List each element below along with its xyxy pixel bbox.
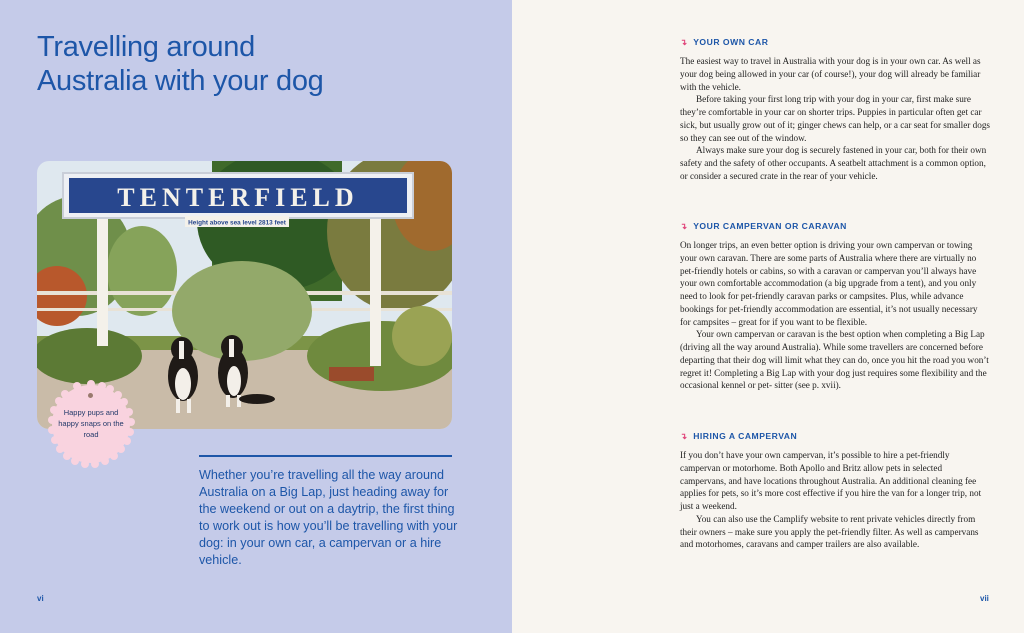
section-heading-own-car: ↴ YOUR OWN CAR xyxy=(680,37,769,47)
paragraph: Always make sure your dog is securely fastened in your car, both for their own safety and the safety of other occupants. A seatbelt attachment is a common option, or consider a secured crate in the rear of your vehicle. xyxy=(680,145,987,181)
paragraph: If you don’t have your own campervan, it’s possible to hire a pet-friendly campervan or motorhome. Both Apollo and Britz allow pets in selected campervans, and have locations throughout Australia. An additional cleaning fee applies for pets, so it’s more cost effective if you hire the van for a longer trip, not just a weekend. xyxy=(680,450,982,511)
pull-quote: Whether you’re travelling all the way around Australia on a Big Lap, just heading away for the weekend or out on a daytrip, the first thing to work out is how you’ll be travelling with your dog: in your own car, a campervan or a hire vehicle. xyxy=(199,468,458,567)
turn-down-right-arrow-icon: ↴ xyxy=(680,37,688,47)
turn-down-right-arrow-icon: ↴ xyxy=(680,221,688,231)
photo-caption: Happy pups and happy snaps on the road xyxy=(58,408,124,439)
tag-hole-icon xyxy=(88,393,93,398)
page-number-right: vii xyxy=(980,594,989,603)
pull-quote-rule xyxy=(199,455,452,457)
section-body-own-car xyxy=(680,55,990,183)
page-number-left: vi xyxy=(37,594,44,603)
section-heading-hiring-campervan: ↴ HIRING A CAMPERVAN xyxy=(680,431,798,441)
paragraph: The easiest way to travel in Australia with your dog is in your own car. As well as your dog being allowed in your car (of course!), your dog will already be familiar with the vehicle. xyxy=(680,56,981,92)
section-heading-campervan-caravan: ↴ YOUR CAMPERVAN OR CARAVAN xyxy=(680,221,847,231)
paragraph: You can also use the Camplify website to rent private vehicles directly from their owners – make sure you apply the pet-friendly filter. As well as campervans and motorhomes, caravans and camper trailers are also available. xyxy=(680,513,979,550)
turn-down-right-arrow-icon: ↴ xyxy=(680,431,688,441)
paragraph: Before taking your first long trip with your dog in your car, first make sure they’re comfortable in your car on shorter trips. Puppies in particular often get car sick, but usually grow out of it; ginger chews can help, or a car seat for smaller dogs so they can see out of the window. xyxy=(680,94,990,143)
sign-subtext: Height above sea level 2813 feet xyxy=(188,219,286,227)
paragraph: On longer trips, an even better option is driving your own campervan or towing your own caravan. There are some parts of Australia where there are virtually no pet-friendly hotels or cabins, so with a caravan or campervan you’ll always have your own comfortable accommodation (a big upgrade from a tent), and you only need to look for pet-friendly caravan parks or campsites. Plus, while advance bookings for pet-friendly accommodation are essential, it’s not usually necessary for campsites – great for if you want to be flexible. xyxy=(680,240,978,327)
section-body-campervan-caravan xyxy=(680,239,990,392)
section-body-hiring-campervan xyxy=(680,449,990,551)
paragraph: Your own campervan or caravan is the best option when completing a Big Lap (driving all the way around Australia). While some travellers are concerned before departing that their dog will limit what they can do, once you hit the road you won’t regret it! Completing a Big Lap with your dog just requires some flexibility and the occasional kennel or pet- sitter (see p. xvii). xyxy=(680,329,989,391)
photo-caption-badge xyxy=(47,380,135,468)
sign-text: TENTERFIELD xyxy=(117,183,359,212)
page-title: Travelling around Australia with your dog xyxy=(37,31,324,97)
